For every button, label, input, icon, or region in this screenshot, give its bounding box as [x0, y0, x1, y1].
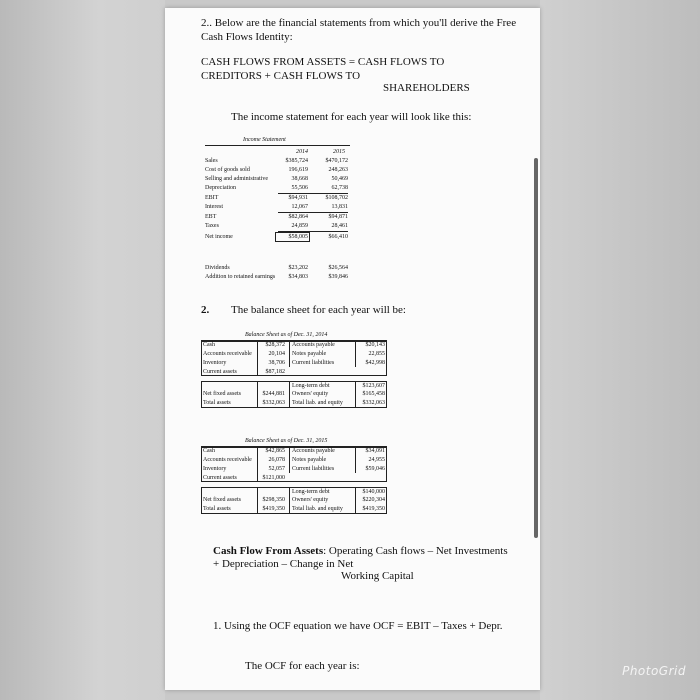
cffa-heading: Cash Flow From Assets: [213, 545, 324, 557]
is-row-2014: $385,724: [285, 158, 308, 164]
is-row-2014: $58,005: [288, 234, 308, 240]
cash-flow-from-assets: [213, 545, 513, 571]
is-row-label: EBIT: [205, 195, 219, 201]
bs2015-divider: [289, 447, 290, 473]
year-2015-header: 2015: [333, 149, 345, 155]
bs2015-ltd-value: $140,000: [362, 489, 385, 495]
is-row-2015: $108,702: [325, 195, 348, 201]
bs2015-divider: [289, 487, 290, 514]
bs2014-left-label: Inventory: [203, 360, 227, 366]
bs2015-left-label: Current assets: [203, 475, 237, 481]
bs2014-right-label: Notes payable: [292, 351, 327, 357]
is-row-2014: 12,067: [291, 204, 308, 210]
bs2015-right-value: $59,046: [365, 466, 385, 472]
is-row-label: Taxes: [205, 223, 219, 229]
is-row-2015: $66,410: [328, 234, 348, 240]
bs2015-nfa-value: $298,350: [262, 497, 285, 503]
bs2014-divider: [289, 381, 290, 408]
bs2015-right-value: $34,091: [365, 448, 385, 454]
is-row-label: Depreciation: [205, 185, 236, 191]
is-row-label: Cost of goods sold: [205, 167, 250, 173]
bs2014-total-le-label: Total liab. and equity: [292, 400, 343, 406]
bs2014-left-value: $28,372: [265, 342, 285, 348]
bs2014-equity-value: $165,458: [362, 391, 385, 397]
bs2014-ta-value: $332,063: [262, 400, 285, 406]
bs2015-total-le-label: Total liab. and equity: [292, 506, 343, 512]
retained-2014: $34,803: [288, 274, 308, 280]
is-row-label: Interest: [205, 204, 223, 210]
left-background: [0, 0, 165, 700]
right-background: [540, 0, 700, 700]
dividends-2015: $26,564: [328, 265, 348, 271]
bs2015-left-value: 26,078: [268, 457, 285, 463]
is-row-2014: 24,859: [291, 223, 308, 229]
bs2015-ltd-label: Long-term debt: [292, 489, 330, 495]
is-row-2015: 50,469: [331, 176, 348, 182]
cffa-definition: : Operating Cash flows – Net Investments + Depreciation – Change in Net: [213, 545, 508, 570]
bs2015-left-value: 52,057: [268, 466, 285, 472]
bs2014-total-le-value: $332,063: [362, 400, 385, 406]
bs2014-left-label: Cash: [203, 342, 215, 348]
cffa-working-capital: Working Capital: [341, 570, 414, 582]
ocf-equation: 1. Using the OCF equation we have OCF = EBIT – Taxes + Depr.: [213, 620, 503, 632]
bs2015-right-label: Notes payable: [292, 457, 327, 463]
is-row-2015: 248,263: [328, 167, 348, 173]
bs2014-equity-label: Owners' equity: [292, 391, 329, 397]
is-row-2014: 196,619: [288, 167, 308, 173]
is-row-2014: 55,506: [291, 185, 308, 191]
bs2014-divider: [289, 341, 290, 367]
bs2014-left-value: $87,182: [265, 369, 285, 375]
bs2015-left-label: Accounts receivable: [203, 457, 252, 463]
cash-flow-identity: CASH FLOWS FROM ASSETS = CASH FLOWS TO CREDITORS + CASH FLOWS TO: [201, 56, 445, 82]
bs2014-right-label: Current liabilities: [292, 360, 335, 366]
is-row-2014: $82,864: [288, 214, 308, 220]
retained-2015: $39,846: [328, 274, 348, 280]
bs2015-left-value: $121,000: [262, 475, 285, 481]
dividends-2014: $23,202: [288, 265, 308, 271]
is-row-label: Selling and administrative: [205, 176, 268, 182]
bs2015-ta-label: Total assets: [203, 506, 231, 512]
income-statement-intro: The income statement for each year will look like this:: [231, 111, 472, 123]
is-row-label: EBT: [205, 214, 217, 220]
is-row-2015: $470,172: [325, 158, 348, 164]
bs2015-nfa-label: Net fixed assets: [203, 497, 241, 503]
is-row-2015: 28,461: [331, 223, 348, 229]
retained-label: Addition to retained earnings: [205, 274, 276, 280]
bs2014-nfa-label: Net fixed assets: [203, 391, 241, 397]
bs2015-left-label: Cash: [203, 448, 215, 454]
bs2014-title: Balance Sheet as of Dec. 31, 2014: [245, 332, 328, 338]
bs2015-right-label: Current liabilities: [292, 466, 335, 472]
bs2015-equity-value: $220,304: [362, 497, 385, 503]
bs2014-left-value: 38,706: [268, 360, 285, 366]
bs2015-total-le-value: $419,350: [362, 506, 385, 512]
bs2014-right-value: 22,855: [368, 351, 385, 357]
section-2-text: The balance sheet for each year will be:: [231, 304, 406, 316]
ocf-each-year: The OCF for each year is:: [245, 660, 360, 672]
scrollbar[interactable]: [534, 158, 538, 538]
bs2014-ltd-value: $123,607: [362, 383, 385, 389]
is-row-2015: 13,831: [331, 204, 348, 210]
year-2014-header: 2014: [296, 149, 308, 155]
bs2015-ta-value: $419,350: [262, 506, 285, 512]
question-heading: 2.. Below are the financial statements from which you'll derive the Free Cash Flows Identity:: [201, 17, 517, 43]
is-row-label: Sales: [205, 158, 218, 164]
bs2014-left-value: 20,104: [268, 351, 285, 357]
bs2015-left-label: Inventory: [203, 466, 227, 472]
bs2014-right-label: Accounts payable: [292, 342, 335, 348]
bs2015-right-label: Accounts payable: [292, 448, 335, 454]
bs2015-right-value: 24,955: [368, 457, 385, 463]
bs2014-right-value: $42,998: [365, 360, 385, 366]
bs2014-left-label: Current assets: [203, 369, 237, 375]
is-row-2014: $94,931: [288, 195, 308, 201]
is-row-2015: $94,871: [328, 214, 348, 220]
bs2014-ta-label: Total assets: [203, 400, 231, 406]
bs2014-nfa-value: $244,881: [262, 391, 285, 397]
is-row-2014: 38,668: [291, 176, 308, 182]
bs2015-title: Balance Sheet as of Dec. 31, 2015: [245, 438, 328, 444]
income-statement-title: Income Statement: [243, 137, 286, 143]
is-row-2015: 62,738: [331, 185, 348, 191]
section-2-number: 2.: [201, 304, 210, 316]
bs2014-ltd-label: Long-term debt: [292, 383, 330, 389]
bs2014-left-label: Accounts receivable: [203, 351, 252, 357]
cash-flow-identity-shareholders: SHAREHOLDERS: [383, 82, 470, 94]
bs2014-right-value: $20,143: [365, 342, 385, 348]
document-page: [165, 8, 540, 690]
income-statement-top-rule: [205, 145, 350, 146]
is-row-label: Net income: [205, 234, 233, 240]
dividends-label: Dividends: [205, 265, 230, 271]
bs2015-left-value: $42,865: [265, 448, 285, 454]
photogrid-watermark: PhotoGrid: [622, 664, 686, 678]
bs2015-equity-label: Owners' equity: [292, 497, 329, 503]
